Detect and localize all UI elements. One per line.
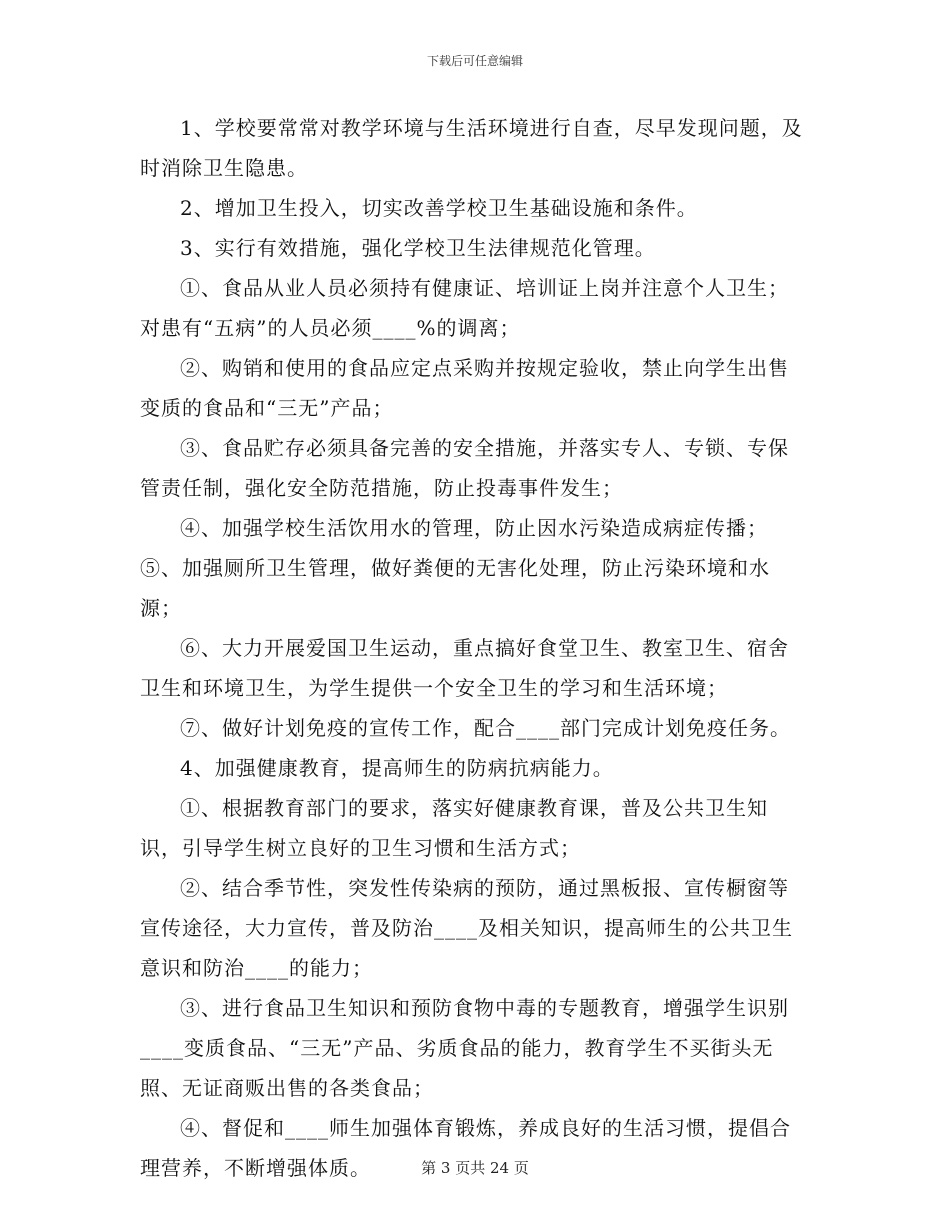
page-footer: 第 3 页共 24 页 (421, 1159, 529, 1177)
paragraph-3: 3、实行有效措施，强化学校卫生法律规范化管理。 (180, 236, 656, 260)
paragraph-3-item-3: ③、食品贮存必须具备完善的安全措施，并落实专人、专锁、专保管责任制，强化安全防范措施，防止投毒事件发生； (140, 436, 789, 500)
paragraph-4-item-1: ①、根据教育部门的要求，落实好健康教育课，普及公共卫生知识，引导学生树立良好的卫生习惯和生活方式； (140, 796, 768, 860)
paragraph-4-item-4: ④、督促和____师生加强体育锻炼，养成良好的生活习惯，提倡合理营养，不断增强体质。 (140, 1116, 791, 1180)
paragraph-1: 1、学校要常常对教学环境与生活环境进行自查，尽早发现问题，及时消除卫生隐患。 (140, 116, 803, 180)
page-header: 下载后可任意编辑 (426, 54, 523, 68)
paragraph-2: 2、增加卫生投入，切实改善学校卫生基础设施和条件。 (180, 196, 698, 220)
paragraph-4-item-3: ③、进行食品卫生知识和预防食物中毒的专题教育，增强学生识别____变质食品、“三无”产品、劣质食品的能力，教育学生不买街头无照、无证商贩出售的各类食品； (140, 996, 789, 1100)
paragraph-3-item-1: ①、食品从业人员必须持有健康证、培训证上岗并注意个人卫生；对患有“五病”的人员必须____%的调离； (140, 276, 789, 340)
document-body (140, 108, 805, 1188)
paragraph-3-item-6: ⑥、大力开展爱国卫生运动，重点搞好食堂卫生、教室卫生、宿舍卫生和环境卫生，为学生提供一个安全卫生的学习和生活环境； (140, 636, 789, 700)
paragraph-3-item-4: ④、加强学校生活饮用水的管理，防止因水污染造成病症传播； (180, 516, 768, 540)
paragraph-3-item-7: ⑦、做好计划免疫的宣传工作，配合____部门完成计划免疫任务。 (180, 716, 791, 740)
paragraph-3-item-2: ②、购销和使用的食品应定点采购并按规定验收，禁止向学生出售变质的食品和“三无”产品； (140, 356, 789, 420)
paragraph-4-item-2: ②、结合季节性，突发性传染病的预防，通过黑板报、宣传橱窗等宣传途径，大力宣传，普及防治____及相关知识，提高师生的公共卫生意识和防治____的能力； (140, 876, 793, 980)
paragraph-4: 4、加强健康教育，提高师生的防病抗病能力。 (180, 756, 614, 780)
paragraph-3-item-5: ⑤、加强厕所卫生管理，做好粪便的无害化处理，防止污染环境和水源； (140, 556, 770, 620)
